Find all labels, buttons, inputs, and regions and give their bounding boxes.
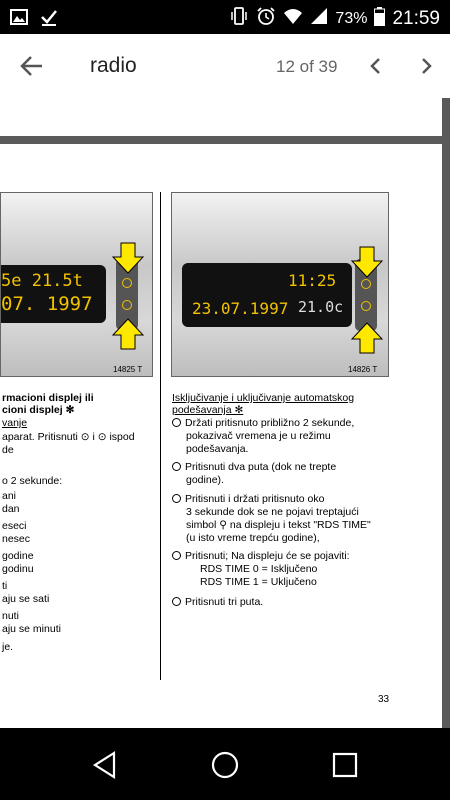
left-text-line: nuti bbox=[2, 610, 19, 622]
battery-percent: 73% bbox=[335, 9, 368, 27]
recents-square-icon[interactable] bbox=[330, 750, 360, 780]
left-text-line: o 2 sekunde: bbox=[2, 475, 63, 487]
left-text-line: aju se minuti bbox=[2, 623, 61, 635]
step-line: podešavanja. bbox=[186, 443, 249, 455]
left-text-line: nesec bbox=[2, 533, 31, 545]
alarm-icon bbox=[256, 6, 276, 31]
step-line: pokazivač vremena je u režimu bbox=[186, 430, 331, 442]
left-text-line: je. bbox=[2, 641, 14, 653]
step-1 bbox=[172, 417, 354, 430]
step-3 bbox=[172, 493, 324, 506]
back-arrow-icon[interactable] bbox=[16, 50, 48, 82]
left-text-line: eseci bbox=[2, 520, 27, 532]
check-icon bbox=[40, 8, 58, 31]
search-query[interactable]: radio bbox=[90, 54, 137, 77]
step-line: RDS TIME 0 = Isključeno bbox=[200, 563, 318, 575]
previous-page-bottom bbox=[0, 98, 442, 136]
clock-icon bbox=[172, 494, 181, 503]
left-heading-line: cioni displej ✻ bbox=[2, 404, 75, 416]
step-line: simbol ⚲ na displeju i tekst "RDS TIME" bbox=[186, 519, 371, 531]
page-number: 33 bbox=[378, 694, 390, 705]
left-text-line: aparat. Pritisnuti ⊙ i ⊙ ispod bbox=[2, 431, 135, 443]
yellow-arrows-icon bbox=[350, 245, 384, 355]
match-count: 12 of 39 bbox=[276, 57, 338, 76]
step-4 bbox=[172, 550, 350, 563]
figure-number: 14825 T bbox=[113, 365, 143, 374]
left-text-line: dan bbox=[2, 503, 20, 515]
step-line: Pritisnuti dva puta (dok ne trepte bbox=[185, 461, 337, 473]
clock-icon bbox=[172, 418, 181, 427]
step-2 bbox=[172, 461, 336, 474]
image-icon bbox=[10, 8, 28, 31]
status-bar bbox=[0, 0, 450, 34]
figure-number: 14826 T bbox=[348, 365, 378, 374]
clock-icon bbox=[172, 462, 181, 471]
figure-left bbox=[0, 192, 153, 377]
step-line: 3 sekunde dok se ne pojavi treptajući bbox=[186, 506, 359, 518]
left-text-line: godinu bbox=[2, 563, 34, 575]
step-line: Pritisnuti i držati pritisnuto oko bbox=[185, 493, 325, 505]
battery-icon bbox=[374, 7, 385, 31]
left-text-line: godine bbox=[2, 550, 34, 562]
left-text-line: aju se sati bbox=[2, 593, 50, 605]
yellow-arrows-icon bbox=[111, 241, 145, 351]
step-line: Pritisnuti; Na displeju će se pojaviti: bbox=[185, 550, 350, 562]
back-triangle-icon[interactable] bbox=[90, 750, 120, 780]
left-heading-line: rmacioni displej ili bbox=[2, 392, 94, 404]
lcd-temp: 21.0c bbox=[298, 298, 344, 316]
right-heading-line: podešavanja ✻ bbox=[172, 404, 244, 416]
chevron-up-icon[interactable] bbox=[362, 52, 390, 80]
signal-icon bbox=[310, 7, 328, 30]
chevron-down-icon[interactable] bbox=[412, 52, 440, 80]
right-heading-line: Isključivanje i uključivanje automatskog bbox=[172, 392, 355, 404]
vibrate-icon bbox=[229, 6, 249, 31]
step-5 bbox=[172, 596, 263, 609]
clock-time: 21:59 bbox=[392, 7, 440, 29]
lcd-time: 11:25 bbox=[288, 271, 337, 290]
step-line: Pritisnuti tri puta. bbox=[185, 596, 264, 608]
lcd-top-line: 5e 21.5t bbox=[1, 271, 83, 291]
clock-icon bbox=[172, 597, 181, 606]
step-line: godine). bbox=[186, 474, 224, 486]
left-text-line: ti bbox=[2, 580, 8, 592]
step-line: (u isto vreme trepću godine), bbox=[186, 532, 320, 544]
search-toolbar bbox=[0, 34, 450, 98]
navigation-bar bbox=[0, 728, 450, 800]
left-text-line: vanje bbox=[2, 417, 28, 429]
left-text-line: ani bbox=[2, 490, 17, 502]
lcd-date: 23.07.1997 bbox=[192, 299, 289, 318]
lcd-date: 07. 1997 bbox=[1, 293, 93, 315]
figure-right bbox=[171, 192, 389, 377]
wifi-icon bbox=[283, 6, 303, 31]
left-text-line: de bbox=[2, 444, 14, 456]
step-line: Držati pritisnuto približno 2 sekunde, bbox=[185, 417, 355, 429]
column-divider bbox=[160, 192, 161, 680]
home-circle-icon[interactable] bbox=[210, 750, 240, 780]
lcd-display bbox=[182, 263, 352, 327]
clock-icon bbox=[172, 551, 181, 560]
step-line: RDS TIME 1 = Uključeno bbox=[200, 576, 317, 588]
lcd-display bbox=[0, 265, 106, 323]
